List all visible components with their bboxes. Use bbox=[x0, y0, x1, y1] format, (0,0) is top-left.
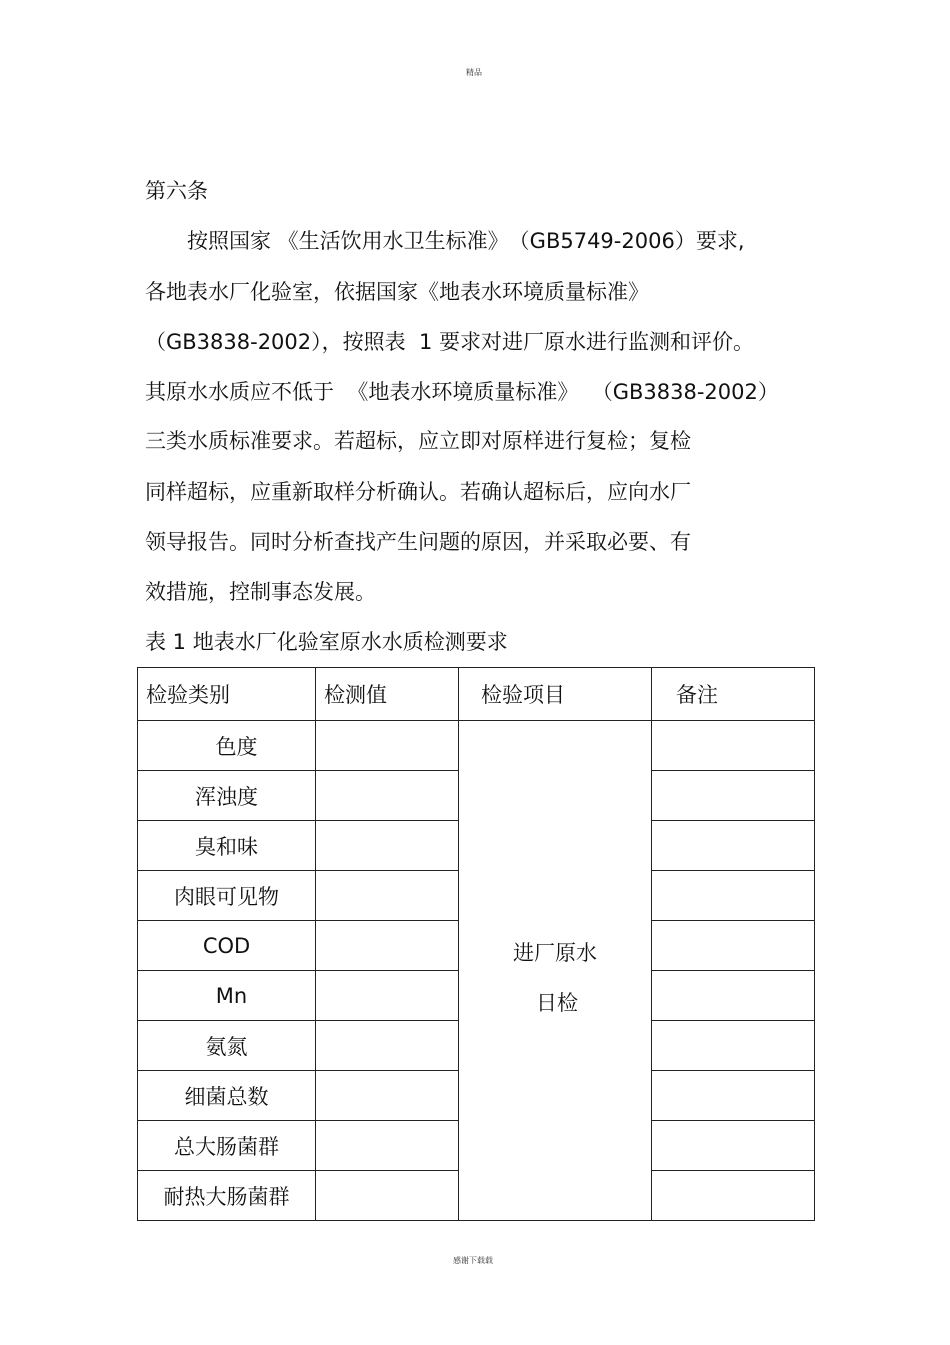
header-category: 检验类别 bbox=[138, 668, 316, 721]
item-cell-merged bbox=[459, 721, 652, 1221]
category-cell: 肉眼可见物 bbox=[138, 871, 316, 921]
category-cell: 耐热大肠菌群 bbox=[138, 1171, 316, 1221]
note-cell bbox=[652, 1071, 815, 1121]
paragraph-line: 同样超标，应重新取样分析确认。若确认超标后，应向水厂 bbox=[145, 480, 691, 504]
table-header-row bbox=[138, 668, 815, 721]
value-cell bbox=[316, 1121, 459, 1171]
category-cell: 臭和味 bbox=[138, 821, 316, 871]
paragraph-line: 按照国家 《生活饮用水卫生标准》 （GB5749-2006）要求, bbox=[145, 229, 745, 253]
value-cell bbox=[316, 821, 459, 871]
note-cell bbox=[652, 921, 815, 971]
paragraph-line: 领导报告。同时分析查找产生问题的原因，并采取必要、有 bbox=[145, 530, 691, 554]
category-cell: 氨氮 bbox=[138, 1021, 316, 1071]
category-cell: 色度 bbox=[138, 721, 316, 771]
table-caption: 表 1 地表水厂化验室原水水质检测要求 bbox=[145, 630, 508, 654]
merged-item-line: 进厂原水 bbox=[513, 940, 597, 965]
value-cell bbox=[316, 721, 459, 771]
note-cell bbox=[652, 821, 815, 871]
value-cell bbox=[316, 971, 459, 1021]
category-cell: 浑浊度 bbox=[138, 771, 316, 821]
water-quality-table bbox=[137, 667, 815, 1221]
value-cell bbox=[316, 1021, 459, 1071]
table-row bbox=[138, 721, 815, 771]
paragraph-line: 效措施，控制事态发展。 bbox=[145, 580, 376, 604]
paragraph-line: 其原水水质应不低于 《地表水环境质量标准》 （GB3838-2002） bbox=[145, 380, 779, 404]
value-cell bbox=[316, 871, 459, 921]
category-cell: COD bbox=[138, 921, 316, 971]
value-cell bbox=[316, 1171, 459, 1221]
page-header-mark: 精品 bbox=[466, 68, 482, 77]
article-title: 第六条 bbox=[145, 179, 208, 203]
note-cell bbox=[652, 1021, 815, 1071]
category-cell: 细菌总数 bbox=[138, 1071, 316, 1121]
header-note: 备注 bbox=[652, 668, 815, 721]
category-cell: Mn bbox=[138, 971, 316, 1021]
value-cell bbox=[316, 771, 459, 821]
value-cell bbox=[316, 921, 459, 971]
note-cell bbox=[652, 1171, 815, 1221]
merged-item-line: 日检 bbox=[536, 990, 578, 1015]
note-cell bbox=[652, 871, 815, 921]
note-cell bbox=[652, 721, 815, 771]
category-cell: 总大肠菌群 bbox=[138, 1121, 316, 1171]
paragraph-line: 各地表水厂化验室，依据国家《地表水环境质量标准》 bbox=[145, 280, 649, 304]
paragraph-line: （GB3838-2002），按照表 1 要求对进厂原水进行监测和评价。 bbox=[145, 330, 755, 354]
header-value: 检测值 bbox=[316, 668, 459, 721]
note-cell bbox=[652, 771, 815, 821]
header-item: 检验项目 bbox=[459, 668, 652, 721]
page-footer-mark: 感谢下载载 bbox=[453, 1256, 493, 1265]
paragraph-line: 三类水质标准要求。若超标，应立即对原样进行复检；复检 bbox=[145, 429, 691, 453]
note-cell bbox=[652, 1121, 815, 1171]
value-cell bbox=[316, 1071, 459, 1121]
note-cell bbox=[652, 971, 815, 1021]
